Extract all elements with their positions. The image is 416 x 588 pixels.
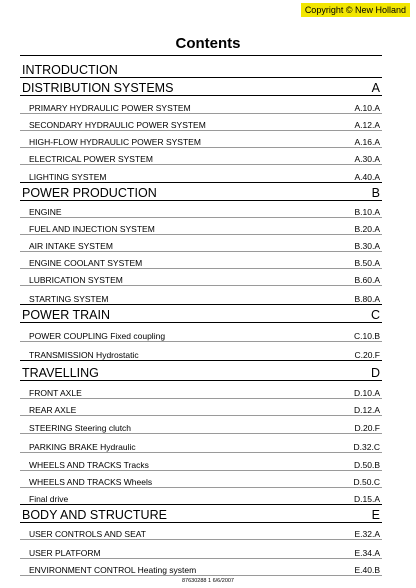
toc-item-code: C.10.B: [354, 331, 380, 341]
toc-item-code: D.20.F: [354, 423, 380, 433]
table-of-contents: [20, 60, 382, 576]
toc-item-row[interactable]: [20, 381, 382, 399]
toc-section-code: C: [370, 308, 380, 322]
toc-item-row[interactable]: [20, 434, 382, 453]
toc-item-code: A.30.A: [354, 154, 380, 164]
toc-section-label: DISTRIBUTION SYSTEMS: [22, 81, 174, 95]
toc-item-code: D.10.A: [354, 388, 380, 398]
toc-item-row[interactable]: [20, 399, 382, 416]
toc-item-code: D.32.C: [353, 442, 380, 452]
toc-item-code: B.10.A: [354, 207, 380, 217]
copyright-badge: Copyright © New Holland: [301, 3, 410, 17]
toc-item-label: FUEL AND INJECTION SYSTEM: [29, 224, 155, 234]
toc-item-label: ENVIRONMENT CONTROL Heating system: [29, 565, 197, 575]
toc-section-row[interactable]: [20, 60, 382, 78]
toc-item-label: LUBRICATION SYSTEM: [29, 275, 123, 285]
toc-item-label: STARTING SYSTEM: [29, 294, 109, 304]
toc-item-label: ENGINE: [29, 207, 62, 217]
toc-section-code: A: [371, 81, 380, 95]
toc-item-label: SECONDARY HYDRAULIC POWER SYSTEM: [29, 120, 206, 130]
toc-item-label: STEERING Steering clutch: [29, 423, 132, 433]
toc-item-label: WHEELS AND TRACKS Wheels: [29, 477, 153, 487]
toc-item-label: ENGINE COOLANT SYSTEM: [29, 258, 143, 268]
toc-item-label: USER CONTROLS AND SEAT: [29, 529, 146, 539]
toc-item-code: A.12.A: [354, 120, 380, 130]
toc-item-code: E.34.A: [354, 548, 380, 558]
toc-item-row[interactable]: [20, 201, 382, 218]
toc-item-code: A.16.A: [354, 137, 380, 147]
toc-item-label: HIGH-FLOW HYDRAULIC POWER SYSTEM: [29, 137, 201, 147]
toc-item-row[interactable]: [20, 148, 382, 165]
toc-item-label: PRIMARY HYDRAULIC POWER SYSTEM: [29, 103, 191, 113]
toc-item-row[interactable]: [20, 453, 382, 471]
toc-item-code: C.20.F: [354, 350, 380, 360]
toc-item-label: FRONT AXLE: [29, 388, 82, 398]
toc-item-code: B.60.A: [354, 275, 380, 285]
toc-item-code: D.12.A: [354, 405, 380, 415]
toc-item-row[interactable]: [20, 235, 382, 252]
toc-section-label: POWER TRAIN: [22, 308, 110, 322]
toc-section-code: E: [371, 508, 380, 522]
toc-section-row[interactable]: [20, 78, 382, 96]
toc-item-code: D.50.C: [353, 477, 380, 487]
toc-item-label: WHEELS AND TRACKS Tracks: [29, 460, 149, 470]
toc-section-label: TRAVELLING: [22, 366, 99, 380]
toc-item-row[interactable]: [20, 540, 382, 559]
toc-section-row[interactable]: [20, 505, 382, 523]
toc-item-row[interactable]: [20, 114, 382, 131]
page-title: Contents: [175, 35, 241, 52]
toc-item-row[interactable]: [20, 218, 382, 235]
toc-item-row[interactable]: [20, 131, 382, 148]
toc-item-row[interactable]: [20, 323, 382, 342]
toc-section-row[interactable]: [20, 361, 382, 381]
toc-item-label: TRANSMISSION Hydrostatic: [29, 350, 139, 360]
toc-item-code: A.10.A: [354, 103, 380, 113]
toc-item-label: LIGHTING SYSTEM: [29, 172, 107, 182]
toc-item-code: E.32.A: [354, 529, 380, 539]
toc-section-label: BODY AND STRUCTURE: [22, 508, 167, 522]
toc-item-label: PARKING BRAKE Hydraulic: [29, 442, 136, 452]
toc-item-row[interactable]: [20, 269, 382, 286]
toc-item-code: A.40.A: [354, 172, 380, 182]
toc-item-row[interactable]: [20, 286, 382, 305]
toc-item-code: B.30.A: [354, 241, 380, 251]
toc-item-label: ELECTRICAL POWER SYSTEM: [29, 154, 153, 164]
toc-section-code: B: [371, 186, 380, 200]
toc-item-label: USER PLATFORM: [29, 548, 101, 558]
toc-item-row[interactable]: [20, 96, 382, 114]
toc-item-code: D.15.A: [354, 494, 380, 504]
toc-item-row[interactable]: [20, 165, 382, 183]
toc-item-code: B.80.A: [354, 294, 380, 304]
toc-item-row[interactable]: [20, 471, 382, 488]
toc-item-row[interactable]: [20, 523, 382, 540]
toc-section-label: POWER PRODUCTION: [22, 186, 157, 200]
toc-section-code: D: [370, 366, 380, 380]
toc-item-row[interactable]: [20, 416, 382, 434]
toc-item-row[interactable]: [20, 488, 382, 505]
title-divider: [20, 55, 382, 56]
toc-item-label: AIR INTAKE SYSTEM: [29, 241, 113, 251]
toc-item-label: REAR AXLE: [29, 405, 77, 415]
toc-item-code: E.40.B: [354, 565, 380, 575]
toc-item-row[interactable]: [20, 342, 382, 361]
page-footer: 87630288 1 6/6/2007: [182, 578, 234, 584]
toc-item-code: B.50.A: [354, 258, 380, 268]
toc-section-row[interactable]: [20, 305, 382, 323]
toc-item-row[interactable]: [20, 559, 382, 576]
toc-item-code: B.20.A: [354, 224, 380, 234]
toc-item-code: D.50.B: [354, 460, 380, 470]
toc-section-label: INTRODUCTION: [22, 63, 118, 77]
toc-item-label: Final drive: [29, 494, 69, 504]
toc-item-row[interactable]: [20, 252, 382, 269]
toc-section-row[interactable]: [20, 183, 382, 201]
toc-item-label: POWER COUPLING Fixed coupling: [29, 331, 166, 341]
